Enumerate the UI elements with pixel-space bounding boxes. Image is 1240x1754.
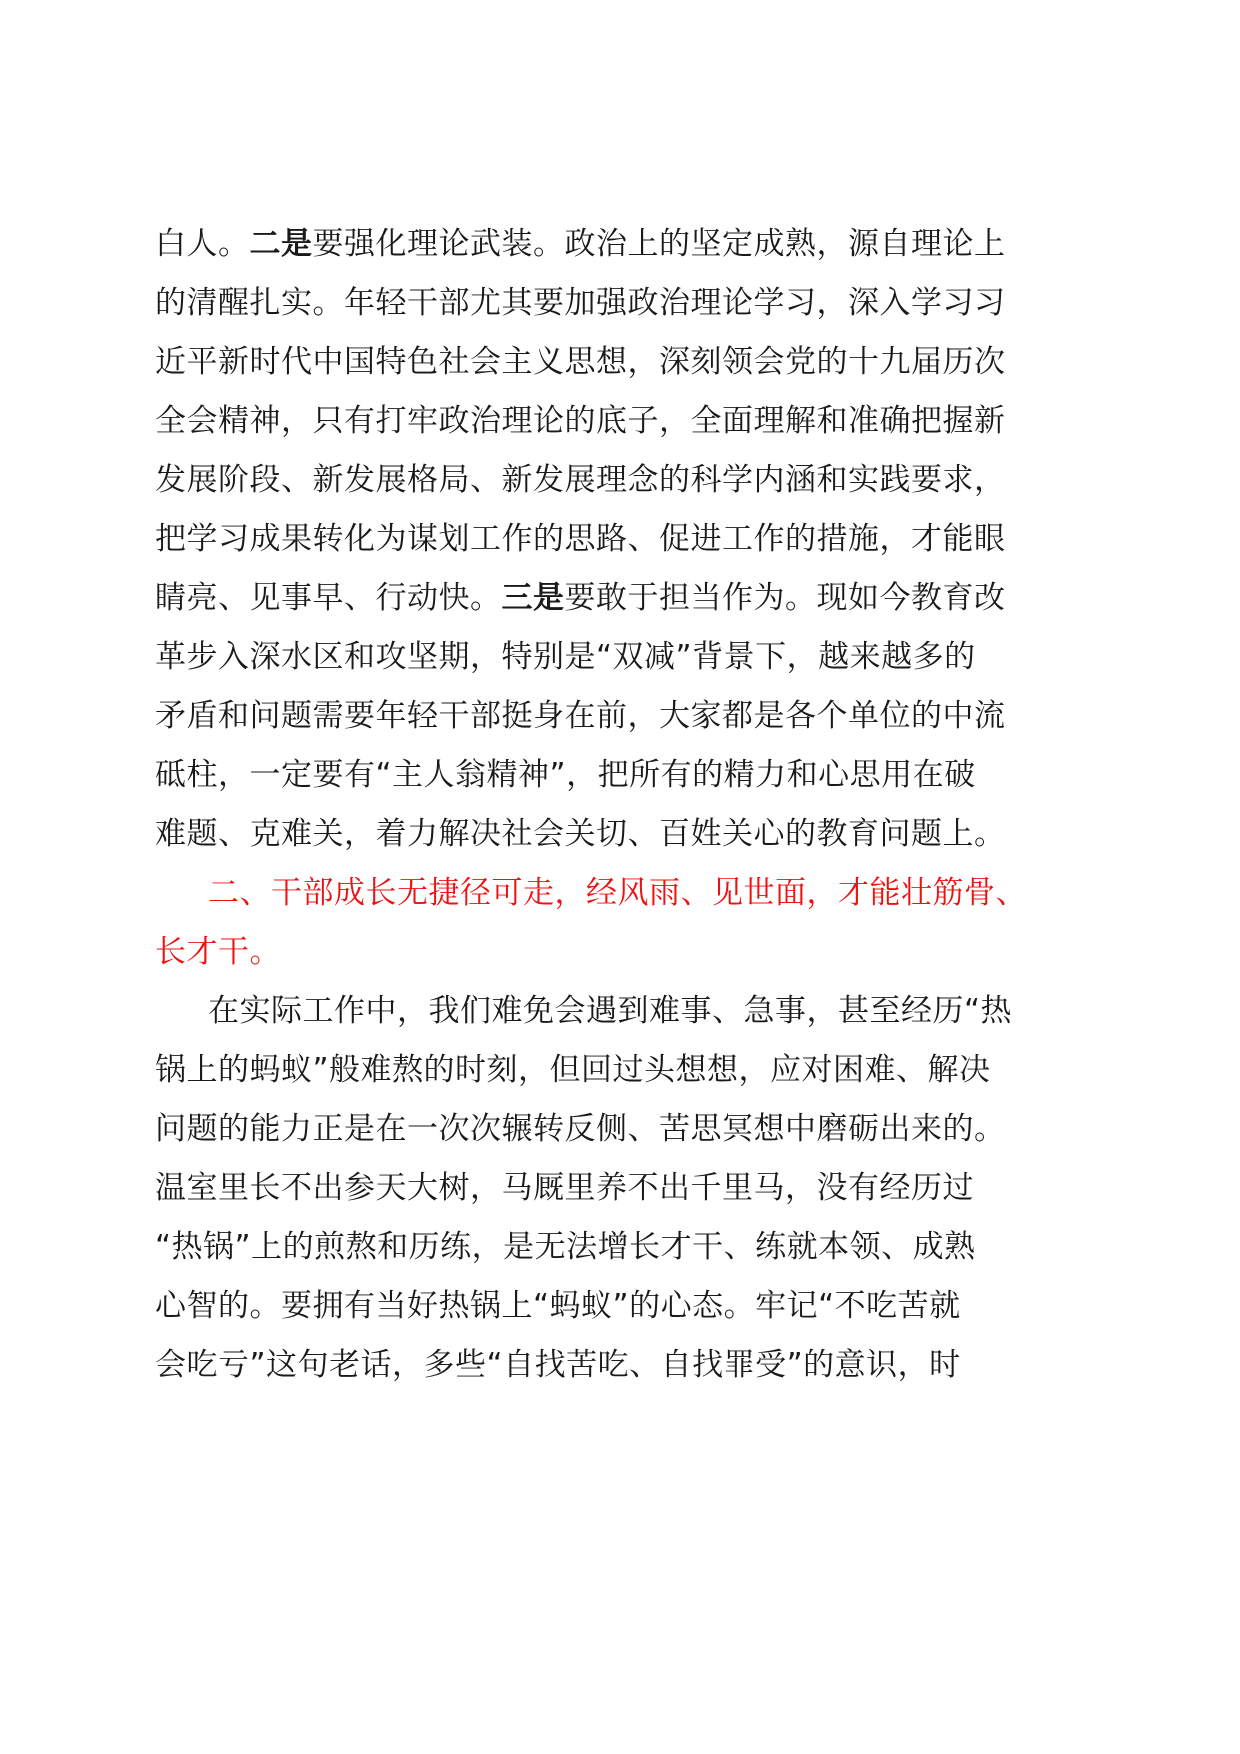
text-line: 睛亮、见事早、行动快。三是要敢于担当作为。现如今教育改 [155, 580, 1006, 616]
text-line: 锅上的蚂蚁”般难熬的时刻，但回过头想想，应对困难、解决 [155, 1052, 991, 1088]
text-line: 矛盾和问题需要年轻干部挺身在前，大家都是各个单位的中流 [155, 698, 1006, 734]
text-line: 发展阶段、新发展格局、新发展理念的科学内涵和实践要求， [155, 462, 1006, 498]
paragraph-theory-and-responsibility [155, 215, 1085, 864]
text-line: 砥柱，一定要有“主人翁精神”，把所有的精力和心思用在破 [155, 757, 976, 793]
text-line: 难题、克难关，着力解决社会关切、百姓关心的教育问题上。 [155, 816, 1006, 852]
document-body [155, 215, 1085, 1395]
heading-line: 二、干部成长无捷径可走，经风雨、见世面，才能壮筋骨、 [208, 875, 1027, 911]
text-line: 近平新时代中国特色社会主义思想，深刻领会党的十九届历次 [155, 344, 1006, 380]
text-line: 在实际工作中，我们难免会遇到难事、急事，甚至经历“热 [208, 993, 1013, 1029]
text-line: 温室里长不出参天大树，马厩里养不出千里马，没有经历过 [155, 1170, 974, 1206]
text-line: “热锅”上的煎熬和历练，是无法增长才干、练就本领、成熟 [155, 1229, 976, 1265]
text-line: 全会精神，只有打牢政治理论的底子，全面理解和准确把握新 [155, 403, 1006, 439]
section-heading [155, 864, 1085, 982]
text-line: 革步入深水区和攻坚期，特别是“双减”背景下，越来越多的 [155, 639, 976, 675]
text-line: 会吃亏”这句老话，多些“自找苦吃、自找罪受”的意识，时 [155, 1347, 961, 1383]
text-line: 心智的。要拥有当好热锅上“蚂蚁”的心态。牢记“不吃苦就 [155, 1288, 961, 1324]
text-line: 的清醒扎实。年轻干部尤其要加强政治理论学习，深入学习习 [155, 285, 1006, 321]
heading-line: 长才干。 [155, 934, 281, 970]
text-line: 把学习成果转化为谋划工作的思路、促进工作的措施，才能眼 [155, 521, 1006, 557]
text-line: 白人。二是要强化理论武装。政治上的坚定成熟，源自理论上 [155, 226, 1006, 262]
bold-keyword: 二是 [249, 226, 313, 262]
text-line: 问题的能力正是在一次次辗转反侧、苦思冥想中磨砺出来的。 [155, 1111, 1006, 1147]
paragraph-hot-pot-experience [155, 982, 1085, 1395]
bold-keyword: 三是 [501, 580, 565, 616]
